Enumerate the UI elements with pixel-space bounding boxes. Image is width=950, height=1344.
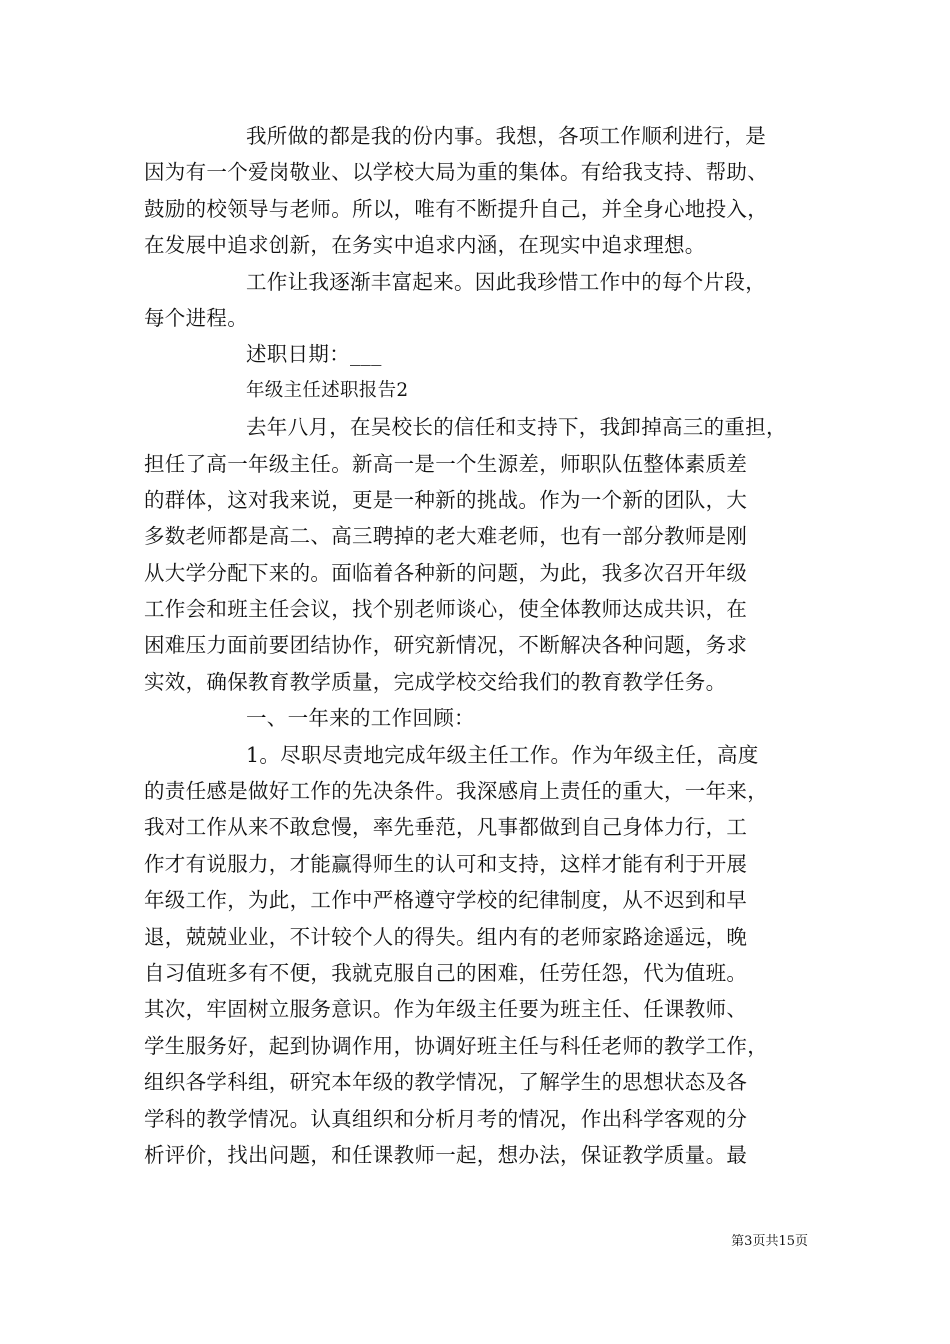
- paragraph-5-line-6: 工作会和班主任会议，找个别老师谈心，使全体教师达成共识，在: [144, 597, 748, 622]
- paragraph-2-line-2: 每个进程。: [144, 305, 248, 330]
- paragraph-1-line-2: 因为有一个爱岗敬业、以学校大局为重的集体。有给我支持、帮助、: [144, 160, 768, 185]
- section-heading-line: 一、一年来的工作回顾：: [246, 706, 475, 731]
- paragraph-7-line-12: 析评价，找出问题，和任课教师一起，想办法，保证教学质量。最: [144, 1142, 748, 1167]
- report-title-line: 年级主任述职报告2: [246, 379, 409, 401]
- paragraph-2-line-1: 工作让我逐渐丰富起来。因此我珍惜工作中的每个片段，: [246, 269, 766, 294]
- paragraph-5-line-5: 从大学分配下来的。面临着各种新的问题，为此，我多次召开年级: [144, 560, 748, 585]
- paragraph-7-line-9: 学生服务好，起到协调作用，协调好班主任与科任老师的教学工作，: [144, 1033, 768, 1058]
- paragraph-7-line-2: 的责任感是做好工作的先决条件。我深感肩上责任的重大，一年来，: [144, 779, 768, 804]
- document-body: [144, 118, 809, 1173]
- paragraph-1-line-3: 鼓励的校领导与老师。所以，唯有不断提升自己，并全身心地投入，: [144, 196, 768, 221]
- paragraph-7-line-11: 学科的教学情况。认真组织和分析月考的情况，作出科学客观的分: [144, 1106, 748, 1131]
- paragraph-7-line-1: 1。尽职尽责地完成年级主任工作。作为年级主任，高度: [246, 742, 759, 767]
- paragraph-5-line-1: 去年八月，在吴校长的信任和支持下，我卸掉高三的重担，: [246, 415, 787, 440]
- paragraph-1-line-4: 在发展中追求创新，在务实中追求内涵，在现实中追求理想。: [144, 233, 706, 258]
- report-date-line: 述职日期：___: [246, 342, 382, 367]
- paragraph-7-line-4: 作才有说服力，才能赢得师生的认可和支持，这样才能有利于开展: [144, 851, 748, 876]
- paragraph-5-line-7: 困难压力面前要团结协作，研究新情况，不断解决各种问题，务求: [144, 633, 748, 658]
- paragraph-7-line-7: 自习值班多有不便，我就克服自己的困难，任劳任怨，代为值班。: [144, 960, 748, 985]
- paragraph-7-line-6: 退，兢兢业业，不计较个人的得失。组内有的老师家路途遥远，晚: [144, 924, 748, 949]
- paragraph-5-line-8: 实效，确保教育教学质量，完成学校交给我们的教育教学任务。: [144, 669, 727, 694]
- paragraph-7-line-10: 组织各学科组，研究本年级的教学情况，了解学生的思想状态及各: [144, 1070, 748, 1095]
- paragraph-7-line-8: 其次，牢固树立服务意识。作为年级主任要为班主任、任课教师、: [144, 997, 748, 1022]
- paragraph-5-line-4: 多数老师都是高二、高三聘掉的老大难老师，也有一部分教师是刚: [144, 524, 748, 549]
- page-number-footer: 第3页共15页: [731, 1234, 808, 1249]
- paragraph-7-line-5: 年级工作，为此，工作中严格遵守学校的纪律制度，从不迟到和早: [144, 888, 748, 913]
- paragraph-1-line-1: 我所做的都是我的份内事。我想，各项工作顺利进行，是: [246, 124, 766, 148]
- paragraph-5-line-3: 的群体，这对我来说，更是一种新的挑战。作为一个新的团队，大: [144, 487, 748, 512]
- paragraph-7-line-3: 我对工作从来不敢怠慢，率先垂范，凡事都做到自己身体力行，工: [144, 815, 748, 840]
- paragraph-5-line-2: 担任了高一年级主任。新高一是一个生源差，师职队伍整体素质差: [144, 451, 748, 476]
